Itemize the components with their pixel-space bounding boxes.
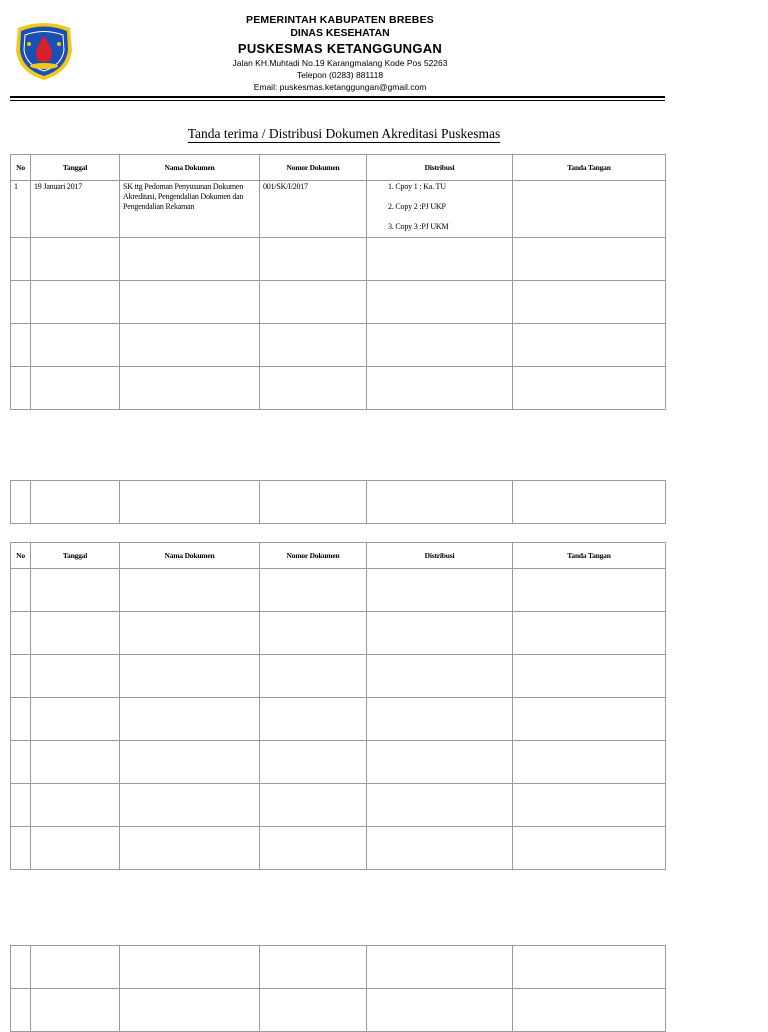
- header-distribusi: Distribusi: [367, 543, 513, 569]
- table-row: [11, 989, 666, 1032]
- letterhead-divider: [10, 96, 665, 98]
- table-row: [11, 481, 666, 524]
- table-row: [11, 655, 666, 698]
- table-row: [11, 324, 666, 367]
- table-row: [11, 367, 666, 410]
- header-no: No: [11, 155, 31, 181]
- table-row: [11, 827, 666, 870]
- table-row: [11, 569, 666, 612]
- letterhead-institution: PUSKESMAS KETANGGUNGAN: [237, 41, 443, 56]
- cell-no: 1: [11, 181, 31, 238]
- cell-tanggal: 19 Januari 2017: [31, 181, 120, 238]
- cell-distribusi: [367, 181, 513, 238]
- distribution-list: [370, 182, 509, 232]
- empty-table-2: [10, 945, 666, 1032]
- distribution-table: [10, 154, 666, 410]
- header-tanda-tangan: Tanda Tangan: [513, 543, 666, 569]
- header-tanda-tangan: Tanda Tangan: [513, 155, 666, 181]
- letterhead-address: Jalan KH.Muhtadi No.19 Karangmalang Kode Pos 52263: [232, 58, 448, 68]
- document-title: Tanda terima / Distribusi Dokumen Akreditasi Puskesmas: [187, 126, 501, 141]
- letterhead-government: PEMERINTAH KABUPATEN BREBES: [246, 14, 434, 26]
- header-nomor-dokumen: Nomor Dokumen: [260, 155, 367, 181]
- letterhead-department: DINAS KESEHATAN: [290, 27, 390, 39]
- regency-emblem-icon: [12, 20, 76, 82]
- distribution-table-2: [10, 542, 666, 870]
- header-tanggal: Tanggal: [31, 155, 120, 181]
- letterhead-divider-thin: [10, 100, 665, 101]
- table-header-row: [11, 543, 666, 569]
- header-nama-dokumen: Nama Dokumen: [120, 155, 260, 181]
- distribution-item: 3. Copy 3 :PJ UKM: [388, 222, 449, 231]
- table-row: [11, 698, 666, 741]
- cell-nama-dokumen: SK ttg Pedoman Penyusunan Dokumen Akreditasi, Pengendalian Dokumen dan Pengendalian Rekaman: [120, 181, 260, 238]
- table-header-row: [11, 155, 666, 181]
- table-row: [11, 281, 666, 324]
- table-row: [11, 784, 666, 827]
- header-nomor-dokumen: Nomor Dokumen: [260, 543, 367, 569]
- table-row: [11, 946, 666, 989]
- header-distribusi: Distribusi: [367, 155, 513, 181]
- distribution-item: 2. Copy 2 :PJ UKP: [388, 202, 446, 211]
- table-row: [11, 741, 666, 784]
- letterhead-email: Email: puskesmas.ketanggungan@gmail.com: [253, 82, 427, 92]
- cell-tanda-tangan: [513, 181, 666, 238]
- cell-nomor-dokumen: 001/SK/I/2017: [260, 181, 367, 238]
- header-tanggal: Tanggal: [31, 543, 120, 569]
- header-no: No: [11, 543, 31, 569]
- letterhead: [130, 14, 550, 93]
- header-nama-dokumen: Nama Dokumen: [120, 543, 260, 569]
- distribution-item: 1. Cpoy 1 : Ka. TU: [388, 182, 446, 191]
- letterhead-phone: Telepon (0283) 881118: [296, 70, 384, 80]
- table-row: [11, 612, 666, 655]
- table-row: [11, 238, 666, 281]
- empty-table: [10, 480, 666, 524]
- table-row: [11, 181, 666, 238]
